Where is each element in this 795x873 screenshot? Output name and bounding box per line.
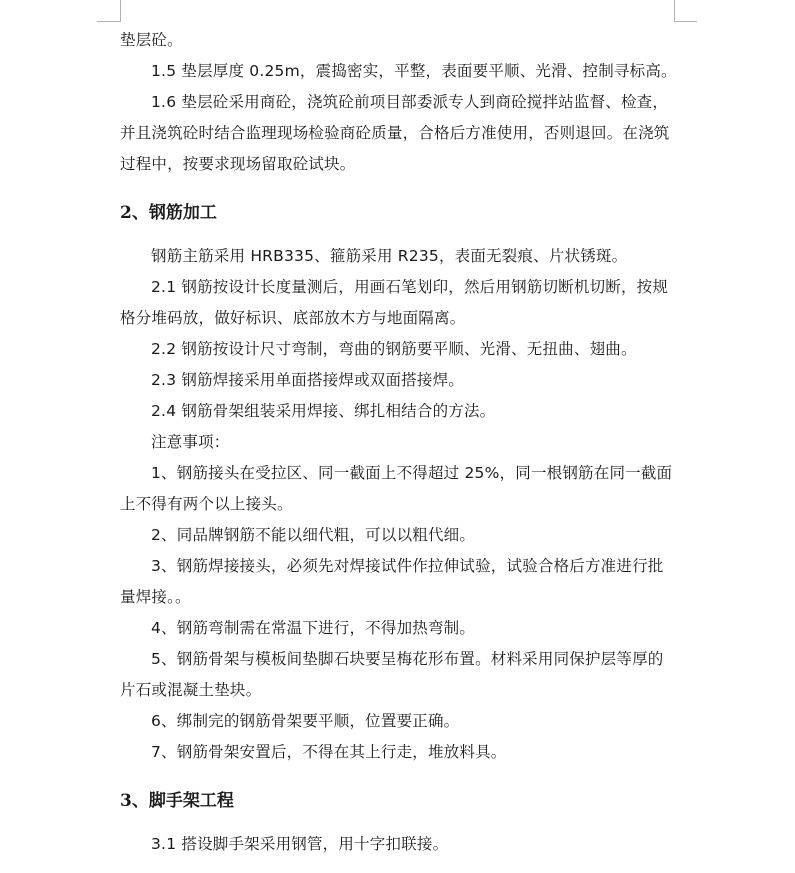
note-item-continued: 片石或混凝土垫块。 xyxy=(120,681,262,699)
note-item: 3、钢筋焊接接头，必须先对焊接试件作拉伸试验，试验合格后方准进行批 xyxy=(151,557,664,575)
note-item: 5、钢筋骨架与模板间垫脚石块要呈梅花形布置。材料采用同保护层等厚的 xyxy=(151,650,664,668)
notes-label: 注意事项： xyxy=(151,433,230,451)
note-item: 7、钢筋骨架安置后，不得在其上行走，堆放料具。 xyxy=(151,743,507,761)
note-item-continued: 量焊接。。 xyxy=(120,588,191,606)
note-item: 6、绑制完的钢筋骨架要平顺，位置要正确。 xyxy=(151,712,460,730)
paragraph-line: 2.2 钢筋按设计尺寸弯制，弯曲的钢筋要平顺、光滑、无扭曲、翅曲。 xyxy=(151,340,637,358)
paragraph-line: 并且浇筑砼时结合监理现场检验商砼质量，合格后方准使用，否则退回。在浇筑 xyxy=(120,124,670,142)
section-heading: 2、钢筋加工 xyxy=(120,203,217,223)
page-corner-mark-right xyxy=(674,0,697,22)
paragraph-line: 过程中，按要求现场留取砼试块。 xyxy=(120,155,356,173)
paragraph-line: 1.6 垫层砼采用商砼，浇筑砼前项目部委派专人到商砼搅拌站监督、检查， xyxy=(151,93,669,111)
document-body[interactable] xyxy=(120,25,680,860)
note-item: 2、同品牌钢筋不能以细代粗，可以以粗代细。 xyxy=(151,526,476,544)
paragraph-line: 2.3 钢筋焊接采用单面搭接焊或双面搭接焊。 xyxy=(151,371,464,389)
paragraph-line: 1.5 垫层厚度 0.25m，震捣密实，平整，表面要平顺、光滑、控制寻标高。 xyxy=(151,62,677,80)
paragraph-line: 3.1 搭设脚手架采用钢管，用十字扣联接。 xyxy=(151,835,449,853)
paragraph-line: 格分堆码放，做好标识、底部放木方与地面隔离。 xyxy=(120,309,466,327)
note-item: 4、钢筋弯制需在常温下进行，不得加热弯制。 xyxy=(151,619,476,637)
note-item-continued: 上不得有两个以上接头。 xyxy=(120,495,293,513)
paragraph-line: 钢筋主筋采用 HRB335、箍筋采用 R235，表面无裂痕、片状锈斑。 xyxy=(151,247,628,265)
paragraph-line: 2.4 钢筋骨架组装采用焊接、绑扎相结合的方法。 xyxy=(151,402,496,420)
section-heading: 3、脚手架工程 xyxy=(120,791,234,811)
paragraph-line: 2.1 钢筋按设计长度量测后，用画石笔划印，然后用钢筋切断机切断，按规 xyxy=(151,278,669,296)
note-item: 1、钢筋接头在受拉区、同一截面上不得超过 25%，同一根钢筋在同一截面 xyxy=(151,464,673,482)
paragraph-line: 垫层砼。 xyxy=(120,31,183,49)
page-corner-mark-left xyxy=(97,0,121,22)
